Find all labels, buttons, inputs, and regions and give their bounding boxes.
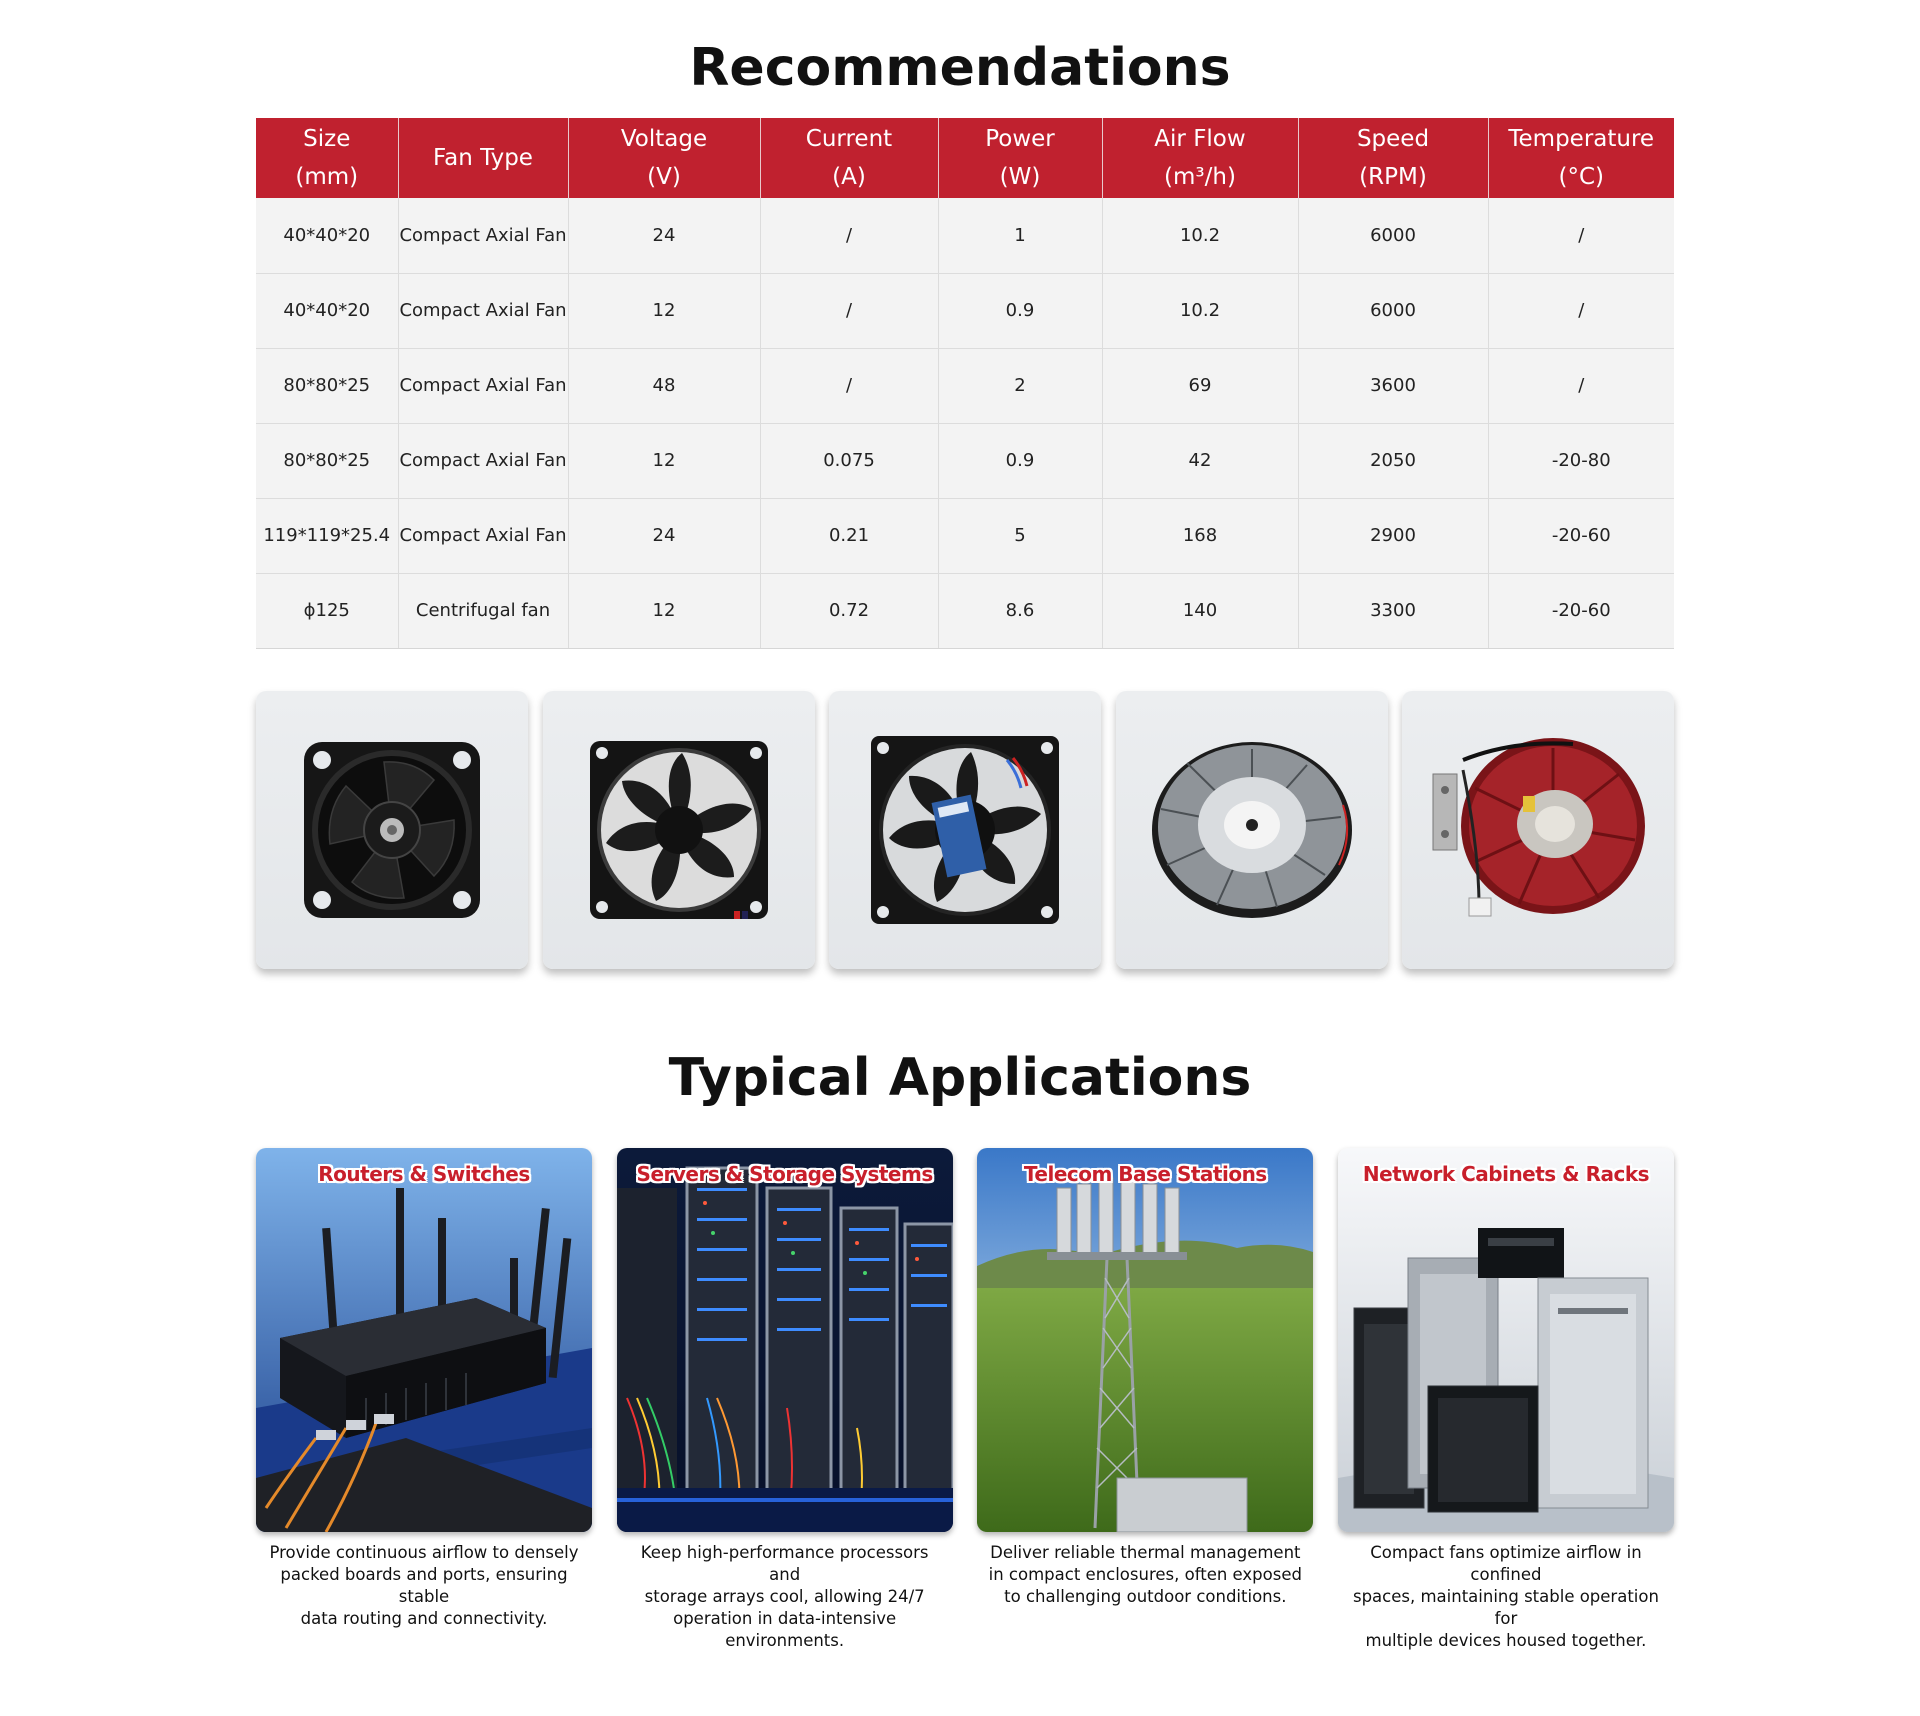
cell-voltage: 12 bbox=[568, 573, 760, 648]
cell-fan-type: Compact Axial Fan bbox=[398, 423, 568, 498]
cell-fan-type: Compact Axial Fan bbox=[398, 348, 568, 423]
centrifugal-fan-silver-icon bbox=[1147, 735, 1357, 925]
header-temperature-unit: (°C) bbox=[1558, 164, 1604, 190]
header-power-line1: Power bbox=[985, 126, 1055, 152]
header-air-flow-line1: Air Flow bbox=[1154, 126, 1246, 152]
cell-speed: 6000 bbox=[1298, 273, 1488, 348]
cell-speed: 3300 bbox=[1298, 573, 1488, 648]
cell-current: 0.075 bbox=[760, 423, 938, 498]
routers-description bbox=[256, 1542, 592, 1630]
desc-line: storage arrays cool, allowing 24/7 bbox=[644, 1587, 925, 1606]
application-card-cabinets bbox=[1338, 1148, 1674, 1652]
applications-title: Typical Applications bbox=[668, 1048, 1252, 1108]
desc-line: multiple devices housed together. bbox=[1365, 1631, 1647, 1650]
cell-speed: 6000 bbox=[1298, 198, 1488, 273]
cell-power: 1 bbox=[938, 198, 1102, 273]
applications-row bbox=[256, 1148, 1674, 1652]
fan-card bbox=[1116, 691, 1388, 969]
cell-air-flow: 10.2 bbox=[1102, 273, 1298, 348]
header-size-unit: (mm) bbox=[295, 164, 359, 190]
header-current-line1: Current bbox=[805, 126, 893, 152]
cell-current: 0.21 bbox=[760, 498, 938, 573]
telecom-tower-picture bbox=[977, 1148, 1313, 1532]
fan-card bbox=[543, 691, 815, 969]
cell-air-flow: 42 bbox=[1102, 423, 1298, 498]
cell-air-flow: 10.2 bbox=[1102, 198, 1298, 273]
header-fan-type bbox=[398, 118, 568, 198]
cell-speed: 3600 bbox=[1298, 348, 1488, 423]
cell-voltage: 48 bbox=[568, 348, 760, 423]
header-power-unit: (W) bbox=[999, 164, 1041, 190]
cell-voltage: 24 bbox=[568, 198, 760, 273]
fan-card bbox=[829, 691, 1101, 969]
cell-size: 40*40*20 bbox=[256, 198, 398, 273]
servers-label: Servers & Storage Systems bbox=[636, 1162, 933, 1186]
cell-temperature: -20-60 bbox=[1488, 573, 1674, 648]
cell-current: / bbox=[760, 348, 938, 423]
header-temperature-line1: Temperature bbox=[1508, 126, 1655, 152]
fan-gallery bbox=[256, 691, 1674, 969]
spec-table-body bbox=[256, 198, 1674, 648]
desc-line: spaces, maintaining stable operation for bbox=[1352, 1587, 1659, 1628]
application-card-routers bbox=[256, 1148, 592, 1652]
server-racks-picture bbox=[617, 1148, 953, 1532]
table-row bbox=[256, 348, 1674, 423]
telecom-label: Telecom Base Stations bbox=[1023, 1162, 1267, 1186]
telecom-image bbox=[977, 1148, 1313, 1532]
cell-power: 5 bbox=[938, 498, 1102, 573]
header-current bbox=[760, 118, 938, 198]
cell-current: 0.72 bbox=[760, 573, 938, 648]
cell-fan-type: Compact Axial Fan bbox=[398, 273, 568, 348]
header-current-unit: (A) bbox=[832, 164, 866, 190]
header-voltage bbox=[568, 118, 760, 198]
cell-size: ϕ125 bbox=[256, 573, 398, 648]
cabinets-image bbox=[1338, 1148, 1674, 1532]
cell-fan-type: Compact Axial Fan bbox=[398, 198, 568, 273]
table-row bbox=[256, 273, 1674, 348]
cell-size: 119*119*25.4 bbox=[256, 498, 398, 573]
routers-label: Routers & Switches bbox=[318, 1162, 530, 1186]
desc-line: Deliver reliable thermal management bbox=[990, 1543, 1301, 1562]
cabinets-description bbox=[1338, 1542, 1674, 1652]
header-speed-unit: (RPM) bbox=[1359, 164, 1427, 190]
fan-card bbox=[1402, 691, 1674, 969]
cell-temperature: / bbox=[1488, 348, 1674, 423]
desc-line: Provide continuous airflow to densely bbox=[269, 1543, 579, 1562]
cell-size: 40*40*20 bbox=[256, 273, 398, 348]
header-size-line1: Size bbox=[303, 126, 351, 152]
cell-temperature: / bbox=[1488, 273, 1674, 348]
fan-card bbox=[256, 691, 528, 969]
cell-air-flow: 140 bbox=[1102, 573, 1298, 648]
cell-temperature: -20-80 bbox=[1488, 423, 1674, 498]
cell-speed: 2050 bbox=[1298, 423, 1488, 498]
cell-size: 80*80*25 bbox=[256, 348, 398, 423]
header-speed-line1: Speed bbox=[1356, 126, 1430, 152]
cell-fan-type: Compact Axial Fan bbox=[398, 498, 568, 573]
desc-line: packed boards and ports, ensuring stable bbox=[280, 1565, 568, 1606]
header-air-flow bbox=[1102, 118, 1298, 198]
cell-voltage: 12 bbox=[568, 273, 760, 348]
cell-power: 0.9 bbox=[938, 273, 1102, 348]
network-cabinets-picture bbox=[1338, 1148, 1674, 1532]
cell-air-flow: 69 bbox=[1102, 348, 1298, 423]
recommendations-title: Recommendations bbox=[689, 38, 1231, 98]
compact-axial-fan-40-icon bbox=[294, 732, 490, 928]
desc-line: in compact enclosures, often exposed bbox=[988, 1565, 1302, 1584]
header-fan-type-line1: Fan Type bbox=[433, 145, 533, 171]
desc-line: Compact fans optimize airflow in confined bbox=[1370, 1543, 1642, 1584]
cell-current: / bbox=[760, 198, 938, 273]
header-voltage-line1: Voltage bbox=[620, 126, 708, 152]
cell-temperature: / bbox=[1488, 198, 1674, 273]
cell-air-flow: 168 bbox=[1102, 498, 1298, 573]
servers-image bbox=[617, 1148, 953, 1532]
desc-line: to challenging outdoor conditions. bbox=[1004, 1587, 1287, 1606]
compact-axial-fan-labelled-icon bbox=[867, 732, 1063, 928]
cabinets-label: Network Cabinets & Racks bbox=[1362, 1162, 1650, 1186]
header-speed bbox=[1298, 118, 1488, 198]
header-voltage-unit: (V) bbox=[647, 164, 681, 190]
header-size bbox=[256, 118, 398, 198]
cell-power: 8.6 bbox=[938, 573, 1102, 648]
table-header-row bbox=[256, 118, 1674, 198]
cell-power: 2 bbox=[938, 348, 1102, 423]
application-card-servers bbox=[617, 1148, 953, 1652]
desc-line: data routing and connectivity. bbox=[300, 1609, 548, 1628]
cell-temperature: -20-60 bbox=[1488, 498, 1674, 573]
desc-line: Keep high-performance processors and bbox=[640, 1543, 929, 1584]
telecom-description bbox=[977, 1542, 1313, 1608]
spec-table bbox=[256, 118, 1674, 649]
cell-size: 80*80*25 bbox=[256, 423, 398, 498]
cell-voltage: 12 bbox=[568, 423, 760, 498]
router-switch-picture bbox=[256, 1148, 592, 1532]
application-card-telecom bbox=[977, 1148, 1313, 1652]
centrifugal-fan-red-icon bbox=[1423, 730, 1653, 930]
cell-current: / bbox=[760, 273, 938, 348]
table-row bbox=[256, 423, 1674, 498]
desc-line: operation in data-intensive environments. bbox=[673, 1609, 897, 1650]
compact-axial-fan-80-icon bbox=[584, 735, 774, 925]
servers-description bbox=[617, 1542, 953, 1652]
cell-fan-type: Centrifugal fan bbox=[398, 573, 568, 648]
table-row bbox=[256, 198, 1674, 273]
table-row bbox=[256, 573, 1674, 648]
cell-speed: 2900 bbox=[1298, 498, 1488, 573]
header-temperature bbox=[1488, 118, 1674, 198]
header-air-flow-unit: (m³/h) bbox=[1164, 164, 1236, 190]
header-power bbox=[938, 118, 1102, 198]
table-row bbox=[256, 498, 1674, 573]
cell-voltage: 24 bbox=[568, 498, 760, 573]
routers-image bbox=[256, 1148, 592, 1532]
cell-power: 0.9 bbox=[938, 423, 1102, 498]
